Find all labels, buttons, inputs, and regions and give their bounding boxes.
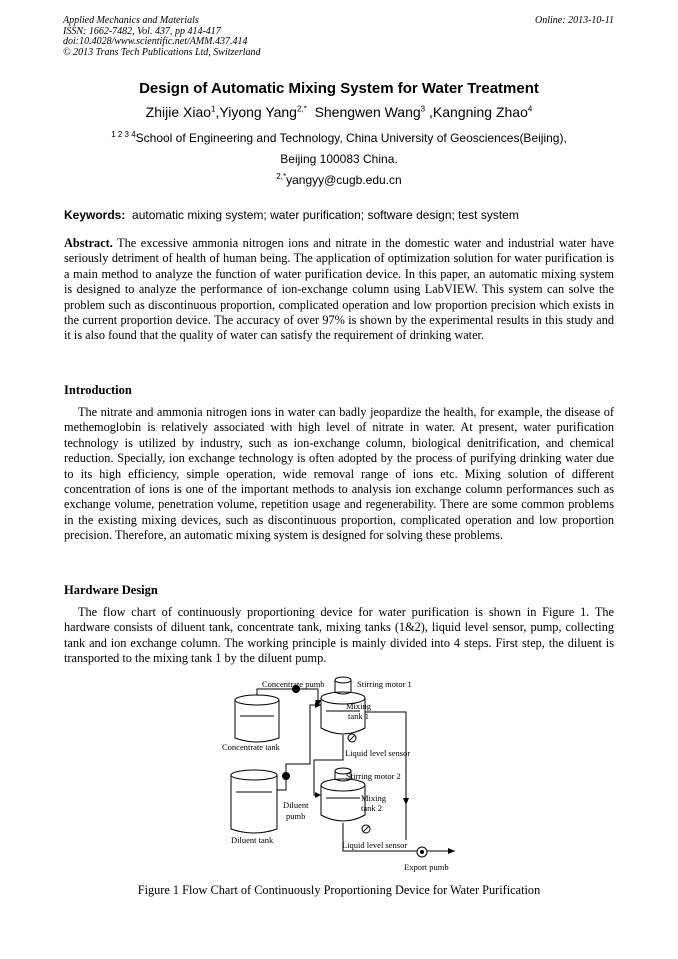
issn-line: ISSN: 1662-7482, Vol. 437, pp 414-417 [63, 25, 221, 37]
affiliation-sup: 1 2 3 4 [111, 130, 136, 139]
journal-name: Applied Mechanics and Materials [63, 15, 199, 26]
diluent-pump [282, 772, 290, 780]
diluent-pump-label-a: Diluent [283, 800, 309, 810]
author-name: Kangning Zhao [432, 104, 528, 120]
flow-arrow [448, 848, 455, 854]
hardware-heading: Hardware Design [64, 583, 158, 597]
liquid-level-sensor-2-label: Liquid level sensor [342, 840, 408, 850]
paper-title: Design of Automatic Mixing System for Water Treatment [139, 80, 539, 97]
mixing-tank-2-label-b: tank 2 [361, 803, 383, 813]
affiliation-line-2: Beijing 100083 China. [280, 152, 398, 166]
liquid-level-sensor-1-label: Liquid level sensor [345, 748, 411, 758]
concentrate-pump-label: Concentrate pumb [262, 679, 325, 689]
mixing-tank-2 [321, 785, 365, 821]
figure-caption: Figure 1 Flow Chart of Continuously Proportioning Device for Water Purification [137, 883, 541, 897]
mixing-tank-1-label-b: tank 1 [348, 711, 370, 721]
author-sep: , [215, 104, 220, 120]
stirring-motor-1-label: Stirring motor 1 [357, 679, 412, 689]
author-name: Zhijie Xiao [145, 104, 212, 120]
export-pump-label: Export pumb [404, 862, 449, 872]
diluent-tank-label: Diluent tank [231, 835, 274, 845]
mixing-tank-1-label-a: Mixing [346, 701, 372, 711]
abstract-label: Abstract. [64, 236, 113, 250]
concentrate-tank [235, 700, 279, 742]
tank1-to-tank2-pipe [314, 735, 343, 795]
flow-arrow [403, 798, 409, 805]
author-name: Shengwen Wang [314, 104, 421, 120]
flow-arrow [315, 792, 321, 798]
keywords-text: automatic mixing system; water purification; software design; test system [132, 208, 519, 222]
stirring-motor-2-label: Stirring motor 2 [346, 771, 401, 781]
email-sup: 2,* [276, 172, 287, 181]
doi-line: doi:10.4028/www.scientific.net/AMM.437.414 [63, 36, 248, 47]
author-sep: , [425, 104, 433, 120]
hardware-text: The flow chart of continuously proportioning device for water purification is shown in Figure 1. The hardware consists of diluent tank, concentrate tank, mixing tanks (1&2), liquid level sensor, pump, collecting tank and ion exchange column. The working principle is mainly divided into 4 steps. First step, the diluent is transported to the mixing tank 1 by the diluent pump. [64, 605, 614, 666]
introduction-heading: Introduction [64, 383, 132, 397]
introduction-text: The nitrate and ammonia nitrogen ions in water can badly jeopardize the health, for example, the disease of methemoglobin is relatively associated with high level of nitrate in water. At present, water purification technology is utilized by industry, such as ion-exchange column, biological denitrification, and chemical reduction. Specially, ion exchange technology is often adopted by the process of purifying drinking water due to its high efficiency, simple operation, wide removal range of ions etc. Mixing solution of different concentration of ions is one of the important methods to analysis ion exchange column performances such as exchange volume, penetration volume, repetition usage and regenerability. There are some common problems in the existing mixing devices, such as discontinuous proportion, complicated operation and low proportion precision. Therefore, an automatic mixing system is designed for solving these problems. [64, 405, 614, 543]
concentrate-tank-label: Concentrate tank [222, 742, 280, 752]
diluent-tank [231, 775, 277, 833]
affiliation-text: School of Engineering and Technology, China University of Geosciences(Beijing), [135, 131, 567, 145]
diluent-tank-top [231, 770, 277, 780]
author-sup: 4 [527, 104, 533, 114]
online-date: Online: 2013-10-11 [535, 15, 614, 26]
author-sup: 1 [211, 104, 216, 114]
abstract-text: The excessive ammonia nitrogen ions and nitrate in the domestic water and industrial water have seriously detriment of health of human being. The application of optimization solution for water purification is a main method to analyze the function of water purification device. In this paper, an automatic mixing system is designed to analyze the performance of ion-exchange column using LabVIEW. This system can solve the problem such as discontinuous proportion, complicated operation and low proportion precision which exists in the current proportion device. The accuracy of over 97% is shown by the experimental results in this study and it is also found that the quality of water can satisfy the requirement of drinking water. [64, 236, 614, 343]
copyright-line: © 2013 Trans Tech Publications Ltd, Switzerland [63, 46, 261, 58]
author-sup: 2,* [296, 104, 307, 114]
email-address: yangyy@cugb.edu.cn [286, 173, 402, 187]
concentrate-tank-top [235, 695, 279, 705]
diluent-pump-label-b: pumb [286, 811, 306, 821]
author-sup: 3 [420, 104, 426, 114]
keywords-label: Keywords: [64, 208, 126, 222]
author-name: Yiyong Yang [219, 104, 297, 120]
mixing-tank-2-label-a: Mixing [361, 793, 387, 803]
